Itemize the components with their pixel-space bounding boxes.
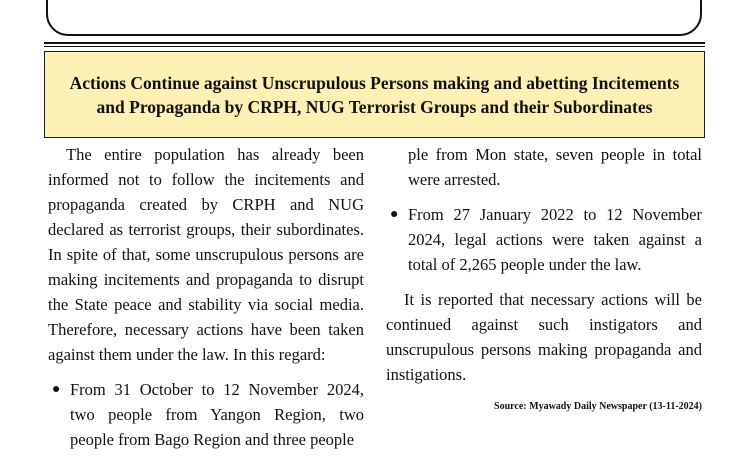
source-credit: Source: Myawady Daily Newspaper (13-11-2024) xyxy=(494,401,702,412)
intro-paragraph: The entire population has already been informed not to follow the incitements and propaganda created by CRPH and NUG declared as terrorist groups, their subordinates. In spite of that, some unscrupulous persons are making incitements and propaganda to disrupt the State peace and stability via social media. Therefore, necessary actions have been taken against them under the law. In this regard: xyxy=(48,145,364,364)
bullet-icon: ● xyxy=(52,382,61,397)
divider-thin xyxy=(44,46,705,47)
headline: Actions Continue against Unscrupulous Persons making and abetting Incitements and Propaganda by CRPH, NUG Terrorist Groups and their Subordinates xyxy=(69,72,680,117)
left-column xyxy=(48,142,364,452)
headline-box xyxy=(44,51,705,138)
closing-paragraph: It is reported that necessary actions will be continued against such instigators and unscrupulous persons making propaganda and instigations. xyxy=(386,290,702,384)
bullet-text: From 27 January 2022 to 12 November 2024, legal actions were taken against a total of 2,265 people under the law. xyxy=(408,205,702,274)
right-column xyxy=(386,142,702,387)
bullet-item xyxy=(386,202,702,277)
bullet-continuation xyxy=(386,142,702,192)
bullet-text: From 31 October to 12 November 2024, two people from Yangon Region, two people from Bago Region and three people xyxy=(70,380,364,449)
bullet-icon: ● xyxy=(390,207,399,222)
bullet-continuation-text: ple from Mon state, seven people in total were arrested. xyxy=(408,145,702,189)
divider-thick xyxy=(44,42,705,44)
top-callout-box xyxy=(46,0,702,36)
bullet-item xyxy=(48,377,364,452)
